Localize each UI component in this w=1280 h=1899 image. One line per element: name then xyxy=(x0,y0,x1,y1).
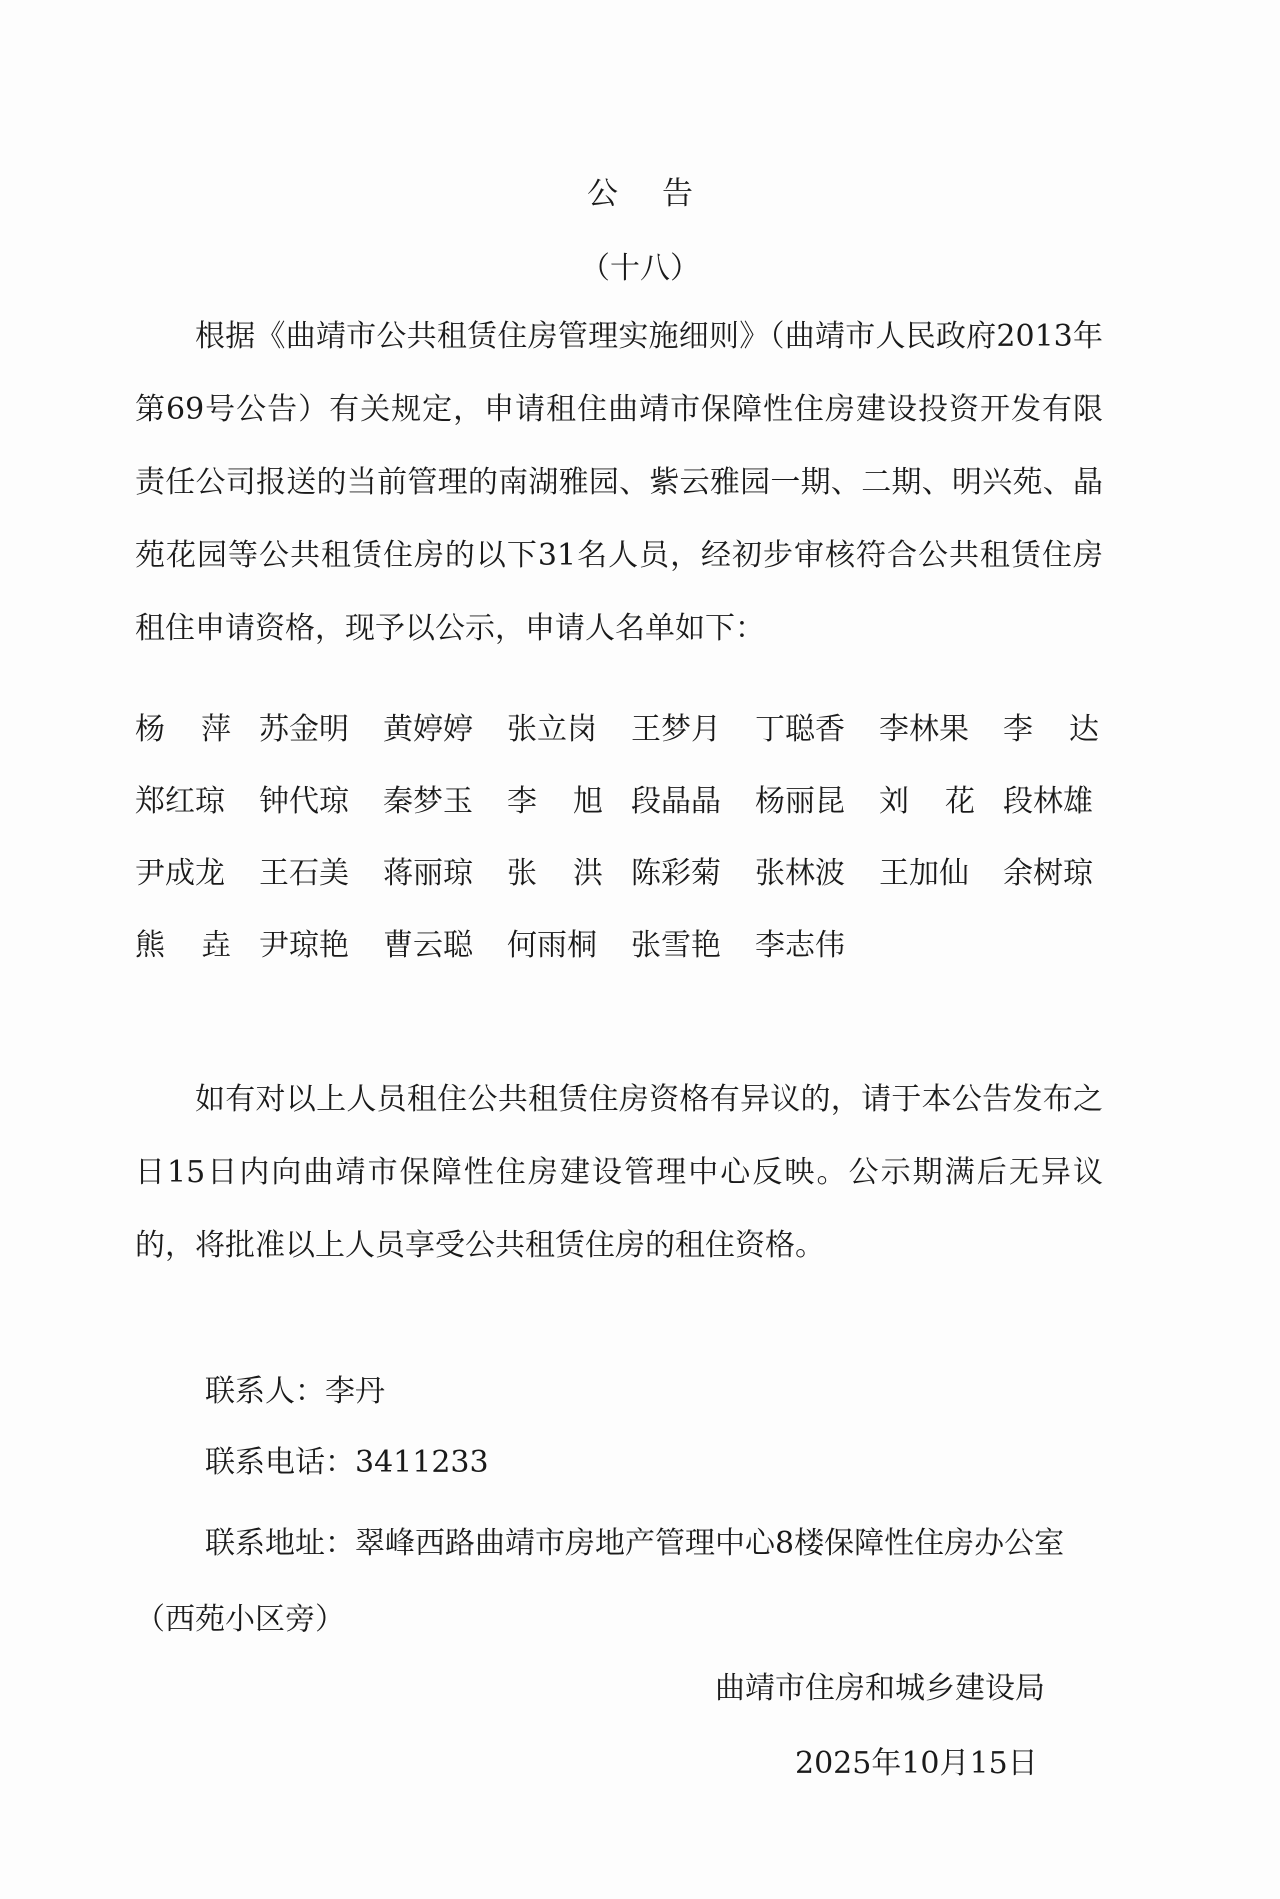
applicant-name: 苏金明 xyxy=(259,712,349,747)
intro-paragraph: 根据《曲靖市公共租赁住房管理实施细则》（曲靖市人民政府2013年第69号公告）有关规定，申请租住曲靖市保障性住房建设投资开发有限责任公司报送的当前管理的南湖雅园、紫云雅园一期、二期、明兴苑、晶苑花园等公共租赁住房的以下31名人员，经初步审核符合公共租赁住房租住申请资格，现予以公示，申请人名单如下： xyxy=(135,319,1103,646)
applicant-name: 陈彩菊 xyxy=(631,856,721,891)
applicant-name: 钟代琼 xyxy=(259,784,349,819)
applicant-name: 张林波 xyxy=(755,856,845,891)
applicant-name: 段林雄 xyxy=(1003,784,1093,819)
applicant-name: 李 达 xyxy=(1003,712,1099,747)
applicant-name: 王梦月 xyxy=(631,712,721,747)
objection-paragraph: 如有对以上人员租住公共租赁住房资格有异议的，请于本公告发布之日15日内向曲靖市保障性住房建设管理中心反映。公示期满后无异议的，将批准以上人员享受公共租赁住房的租住资格。 xyxy=(135,1082,1103,1263)
applicant-name: 李林果 xyxy=(879,712,969,747)
applicant-name: 杨丽昆 xyxy=(755,784,845,819)
applicant-name: 丁聪香 xyxy=(755,712,845,747)
applicant-name: 杨 萍 xyxy=(135,712,231,747)
applicant-name: 何雨桐 xyxy=(507,928,597,963)
applicant-name: 段晶晶 xyxy=(631,784,721,819)
document-title: 公告 xyxy=(587,176,737,212)
applicant-name: 秦梦玉 xyxy=(383,784,473,819)
applicant-name: 张雪艳 xyxy=(631,928,721,963)
applicant-name: 张 洪 xyxy=(507,856,603,891)
applicant-name: 郑红琼 xyxy=(135,784,225,819)
applicant-name: 王加仙 xyxy=(879,856,969,891)
applicant-name: 尹琼艳 xyxy=(259,928,349,963)
applicant-name: 尹成龙 xyxy=(135,856,225,891)
applicant-name: 蒋丽琼 xyxy=(383,856,473,891)
contact-phone: 联系电话：3411233 xyxy=(205,1445,489,1480)
applicant-name: 李志伟 xyxy=(755,928,845,963)
applicant-name: 熊 垚 xyxy=(135,928,231,963)
applicant-name: 李 旭 xyxy=(507,784,603,819)
issue-date: 2025年10月15日 xyxy=(795,1746,1038,1781)
issuer-signature: 曲靖市住房和城乡建设局 xyxy=(715,1671,1045,1706)
applicant-name: 刘 花 xyxy=(879,784,975,819)
contact-person: 联系人：李丹 xyxy=(205,1374,385,1409)
applicant-name: 黄婷婷 xyxy=(383,712,473,747)
applicant-name: 张立岗 xyxy=(507,712,597,747)
applicant-list xyxy=(135,711,1125,965)
document-subtitle: （十八） xyxy=(580,251,700,286)
applicant-name: 余树琼 xyxy=(1003,856,1093,891)
contact-address: 联系地址：翠峰西路曲靖市房地产管理中心8楼保障性住房办公室（西苑小区旁） xyxy=(135,1526,1065,1637)
applicant-name: 曹云聪 xyxy=(383,928,473,963)
applicant-name: 王石美 xyxy=(259,856,349,891)
